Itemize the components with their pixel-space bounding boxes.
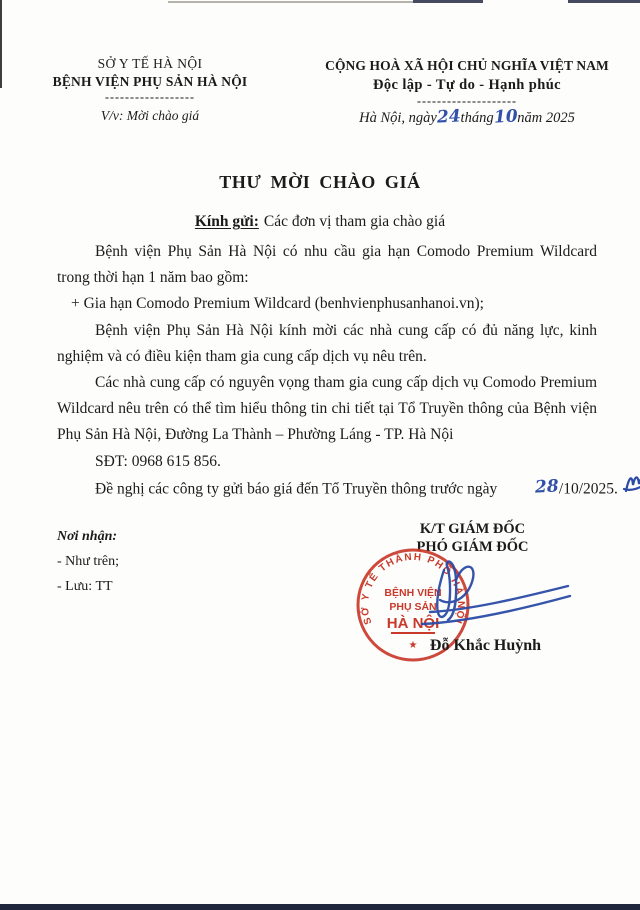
handwritten-deadline-day: 28 bbox=[534, 476, 560, 499]
handwritten-day: 24 bbox=[436, 106, 462, 128]
body-paragraph: Bệnh viện Phụ Sản Hà Nội kính mời các nhà cung cấp có đủ năng lực, kinh nghiệm và có điều kiện tham gia cung cấp dịch vụ nêu trên. bbox=[57, 321, 597, 365]
issuer-subject-line: V/v: Mời chào giá bbox=[100, 108, 200, 123]
recipient-item: - Như trên; bbox=[57, 554, 120, 569]
letter-body bbox=[57, 239, 618, 505]
ink-initials-mark bbox=[621, 467, 640, 497]
stamp-ring-text: SỞ Y TẾ THÀNH PHỐ HÀ NỘI bbox=[359, 551, 467, 627]
signer-name: Đỗ Khắc Huỳnh bbox=[429, 637, 542, 654]
stamp-center-line3: HÀ NỘI bbox=[386, 615, 440, 632]
salutation-line bbox=[0, 213, 640, 231]
motto-divider: -------------------- bbox=[417, 94, 517, 108]
body-bullet: + Gia hạn Comodo Premium Wildcard (benhvienphusanhanoi.vn); bbox=[71, 295, 484, 313]
deadline-text: Đề nghị các công ty gửi báo giá đến Tổ Truyền thông trước ngày bbox=[95, 480, 498, 498]
salutation-label: Kính gửi: bbox=[194, 213, 259, 230]
issuer-block bbox=[36, 56, 264, 124]
scan-edge-left bbox=[0, 0, 2, 88]
body-paragraph: Các nhà cung cấp có nguyên vọng tham gia cung cấp dịch vụ Comodo Premium Wildcard nêu trên có thể tìm hiểu thông tin chi tiết tại Tổ Truyền thông của Bệnh viện Phụ Sản Hà Nội, Đường La Thành – Phường Láng - TP. Hà Nội bbox=[57, 374, 597, 444]
country-name: CỘNG HOÀ XÃ HỘI CHỦ NGHĨA VIỆT NAM bbox=[325, 58, 609, 73]
date-month-label: tháng bbox=[460, 110, 494, 126]
date-prefix: Hà Nội, ngày bbox=[359, 110, 437, 126]
issuer-parent-org: SỞ Y TẾ HÀ NỘI bbox=[97, 56, 203, 71]
signer-role-deputy-for: K/T GIÁM ĐỐC bbox=[419, 521, 526, 537]
ink-signature bbox=[418, 556, 578, 648]
date-year-label: năm 2025 bbox=[517, 110, 575, 126]
deadline-line bbox=[57, 475, 618, 505]
stamp-star-icon: ★ bbox=[408, 640, 418, 651]
recipients-label: Nơi nhận: bbox=[57, 529, 118, 544]
stamp-center-line1: BỆNH VIỆN bbox=[384, 587, 442, 599]
signer-role: PHÓ GIÁM ĐỐC bbox=[416, 538, 529, 555]
national-header-block bbox=[316, 58, 618, 127]
document-title: THƯ MỜI CHÀO GIÁ bbox=[219, 172, 421, 192]
phone-line: SĐT: 0968 615 856. bbox=[95, 452, 221, 470]
body-paragraph: Bệnh viện Phụ Sản Hà Nội có nhu cầu gia hạn Comodo Premium Wildcard trong thời hạn 1 năm bao gồm: bbox=[57, 243, 597, 287]
place-date-line bbox=[316, 106, 618, 128]
national-motto: Độc lập - Tự do - Hạnh phúc bbox=[372, 77, 562, 93]
salutation-text: Các đơn vị tham gia chào giá bbox=[263, 213, 446, 230]
deadline-date-suffix: /10/2025. bbox=[558, 480, 618, 498]
handwritten-month: 10 bbox=[493, 106, 518, 128]
recipient-item: - Lưu: TT bbox=[57, 579, 113, 594]
recipients-block bbox=[57, 524, 119, 599]
issuer-divider: ------------------ bbox=[105, 90, 195, 104]
scan-edge-top bbox=[568, 0, 640, 3]
issuer-name: BỆNH VIỆN PHỤ SẢN HÀ NỘI bbox=[52, 74, 248, 89]
stamp-center-line2: PHỤ SẢN bbox=[389, 601, 437, 613]
scan-edge-top bbox=[413, 0, 483, 3]
scan-edge-bottom bbox=[0, 904, 640, 910]
